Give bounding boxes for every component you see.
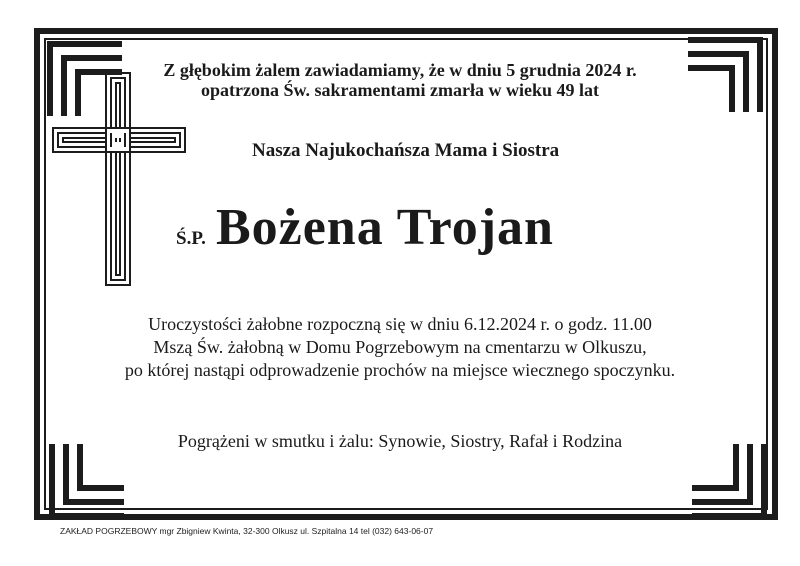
cross-icon <box>52 72 186 287</box>
mourners-line: Pogrążeni w smutku i żalu: Synowie, Siostry, Rafał i Rodzina <box>177 431 623 451</box>
deceased-name: Bożena Trojan <box>215 199 554 256</box>
funeral-home-footer: ZAKŁAD POGRZEBOWY mgr Zbigniew Kwinta, 32-300 Olkusz ul. Szpitalna 14 tel (032) 643-06-07 <box>60 526 434 536</box>
relation-line: Nasza Najukochańsza Mama i Siostra <box>252 140 560 161</box>
intro-line-2: opatrzona Św. sakramentami zmarła w wieku 49 lat <box>201 80 599 100</box>
corner-ornament-bottom-right-icon <box>688 440 768 520</box>
ceremony-line-3: po której nastąpi odprowadzenie prochów na miejsce wiecznego spoczynku. <box>124 360 676 380</box>
name-prefix: Ś.P. <box>176 228 206 249</box>
deceased-name-row <box>176 198 554 257</box>
ceremony-line-2: Mszą Św. żałobną w Domu Pogrzebowym na cmentarzu w Olkuszu, <box>153 337 647 357</box>
intro-line-1: Z głębokim żalem zawiadamiamy, że w dniu 5 grudnia 2024 r. <box>163 60 637 80</box>
corner-ornament-bottom-left-icon <box>48 440 128 520</box>
ceremony-line-1: Uroczystości żałobne rozpoczną się w dniu 6.12.2024 r. o godz. 11.00 <box>148 314 652 334</box>
